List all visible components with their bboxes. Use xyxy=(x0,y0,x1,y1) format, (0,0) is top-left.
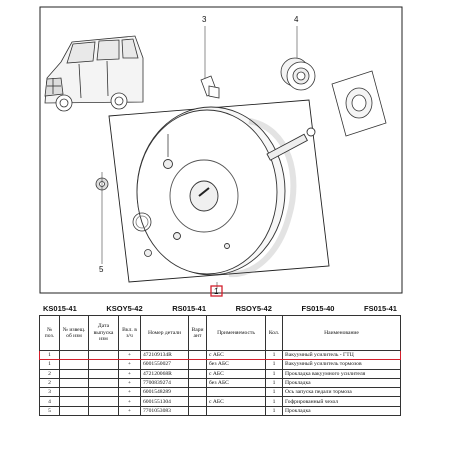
header-variant: Вари ант xyxy=(189,316,207,351)
table-header-row xyxy=(40,316,401,351)
cell-name: Ось запуска педали тормоза xyxy=(283,388,401,397)
cell-variant xyxy=(189,397,207,406)
cell-part-number: 6001550027 xyxy=(141,360,189,369)
table-row[interactable] xyxy=(40,397,401,406)
table-row[interactable] xyxy=(40,351,401,360)
cell-applicability xyxy=(207,406,266,415)
cell-pos: 4 xyxy=(40,397,60,406)
cell-variant xyxy=(189,351,207,360)
cell-qty: 1 xyxy=(266,369,283,378)
cell-pos: 2 xyxy=(40,378,60,387)
brake-pedal-axle-bracket xyxy=(201,76,219,98)
cell-variant xyxy=(189,406,207,415)
cell-applicability: с АБС xyxy=(207,369,266,378)
cell-notice-no xyxy=(60,388,89,397)
table-row[interactable] xyxy=(40,406,401,415)
cell-spare-parts: + xyxy=(119,360,141,369)
cell-spare-parts: + xyxy=(119,397,141,406)
callout-4: 4 xyxy=(294,15,299,24)
cell-qty: 1 xyxy=(266,360,283,369)
cell-applicability: без АБС xyxy=(207,360,266,369)
cell-change-date xyxy=(89,406,119,415)
cell-variant xyxy=(189,369,207,378)
cell-pos: 2 xyxy=(40,369,60,378)
cell-part-number: 472109134R xyxy=(141,351,189,360)
cell-name: Прокладка вакуумного усилителя xyxy=(283,369,401,378)
cell-spare-parts: + xyxy=(119,369,141,378)
cell-variant xyxy=(189,388,207,397)
cell-spare-parts: + xyxy=(119,351,141,360)
cell-variant xyxy=(189,360,207,369)
callout-5: 5 xyxy=(99,265,104,274)
callout-3: 3 xyxy=(202,15,207,24)
cell-change-date xyxy=(89,388,119,397)
cell-part-number: 6001551304 xyxy=(141,397,189,406)
header-change-date: Дата выпуска изм xyxy=(89,316,119,351)
table-row[interactable] xyxy=(40,369,401,378)
cell-change-date xyxy=(89,369,119,378)
cell-name: Прокладка xyxy=(283,406,401,415)
header-notice-no: № извещ. об изм xyxy=(60,316,89,351)
vehicle-icon xyxy=(45,36,143,111)
cell-part-number: 7701053083 xyxy=(141,406,189,415)
cell-notice-no xyxy=(60,378,89,387)
cell-name: Вакуумный усилитель тормозов xyxy=(283,360,401,369)
cell-variant xyxy=(189,378,207,387)
cell-notice-no xyxy=(60,406,89,415)
variant-code: RSOY5-42 xyxy=(235,304,272,313)
cell-name: Прокладка xyxy=(283,378,401,387)
callout-1: 1 xyxy=(214,287,219,296)
cell-pos: 3 xyxy=(40,388,60,397)
cell-qty: 1 xyxy=(266,378,283,387)
cell-change-date xyxy=(89,397,119,406)
booster-gasket xyxy=(332,71,386,136)
exploded-parts-diagram xyxy=(39,6,405,297)
table-row[interactable] xyxy=(40,388,401,397)
cell-qty: 1 xyxy=(266,388,283,397)
cell-applicability: с АБС xyxy=(207,351,266,360)
variant-code: RS015-41 xyxy=(172,304,207,313)
header-applicability: Применяемость xyxy=(207,316,266,351)
cell-spare-parts: + xyxy=(119,406,141,415)
cell-qty: 1 xyxy=(266,406,283,415)
cell-notice-no xyxy=(60,351,89,360)
cell-pos: 1 xyxy=(40,360,60,369)
table-row[interactable] xyxy=(40,378,401,387)
variant-code: KS015-41 xyxy=(43,304,77,313)
cell-change-date xyxy=(89,378,119,387)
header-name: Наименование xyxy=(283,316,401,351)
variant-codes-row xyxy=(39,302,401,315)
variant-code: FS015-41 xyxy=(364,304,397,313)
variant-code: FS015-40 xyxy=(301,304,335,313)
parts-table-section xyxy=(39,302,401,448)
cell-applicability: с АБС xyxy=(207,397,266,406)
cell-part-number: 6001548289 xyxy=(141,388,189,397)
cell-part-number: 472120068R xyxy=(141,369,189,378)
header-spare-parts: Вкл. в з/ч xyxy=(119,316,141,351)
header-pos: № поз. xyxy=(40,316,60,351)
cell-applicability: без АБС xyxy=(207,378,266,387)
header-qty: Кол. xyxy=(266,316,283,351)
cell-part-number: 7700839274 xyxy=(141,378,189,387)
cell-spare-parts: + xyxy=(119,378,141,387)
header-part-number: Номер детали xyxy=(141,316,189,351)
cell-notice-no xyxy=(60,369,89,378)
cell-qty: 1 xyxy=(266,351,283,360)
cell-pos: 1 xyxy=(40,351,60,360)
vacuum-booster xyxy=(137,107,293,275)
table-row[interactable] xyxy=(40,360,401,369)
cell-name: Гофрированный чехол xyxy=(283,397,401,406)
corrugated-boot xyxy=(281,58,315,90)
parts-table xyxy=(39,315,401,416)
variant-code: KSOY5-42 xyxy=(106,304,143,313)
cell-notice-no xyxy=(60,397,89,406)
cell-notice-no xyxy=(60,360,89,369)
cell-change-date xyxy=(89,351,119,360)
parts-table-body xyxy=(40,351,401,416)
cell-pos: 5 xyxy=(40,406,60,415)
cell-applicability xyxy=(207,388,266,397)
cell-name: Вакуумный усилитель - ГТЦ xyxy=(283,351,401,360)
cell-change-date xyxy=(89,360,119,369)
cell-qty: 1 xyxy=(266,397,283,406)
cell-spare-parts: + xyxy=(119,388,141,397)
